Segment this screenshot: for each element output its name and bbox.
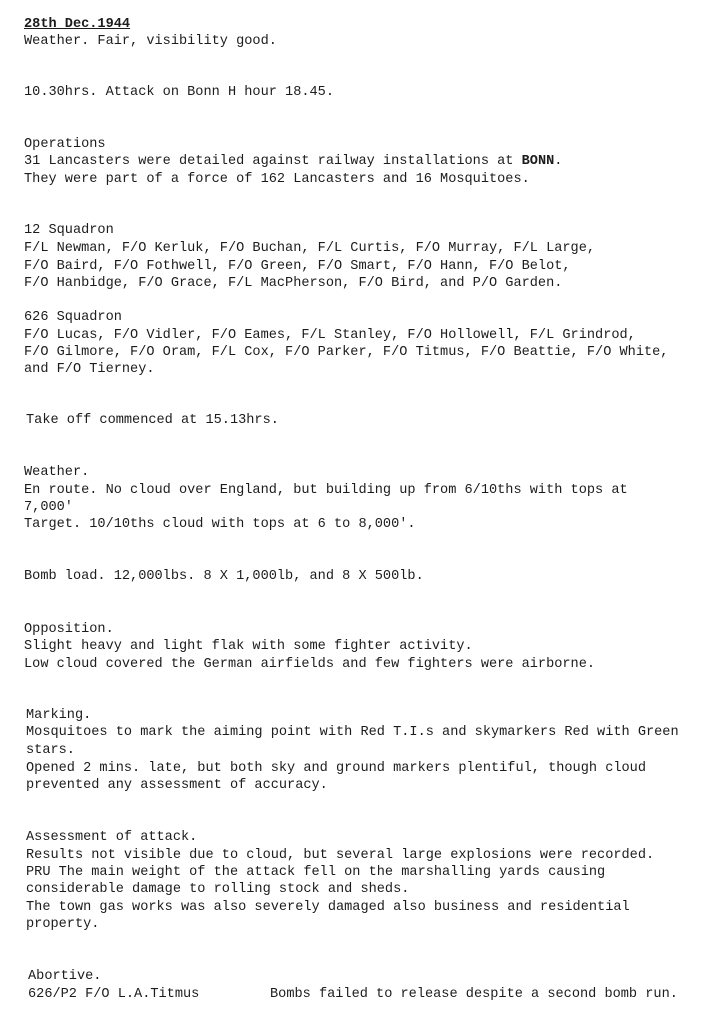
squadron-12-heading: 12 Squadron: [24, 223, 114, 238]
opposition-line: Low cloud covered the German airfields and few fighters were airborne.: [24, 657, 596, 672]
squadron-626-crew-line: F/O Gilmore, F/O Oram, F/L Cox, F/O Parker, F/O Titmus, F/O Beattie, F/O White,: [24, 345, 669, 360]
weather-summary: Weather. Fair, visibility good.: [24, 34, 277, 49]
assessment-heading: Assessment of attack.: [26, 830, 198, 845]
operations-heading: Operations: [24, 137, 106, 152]
bomb-load: Bomb load. 12,000lbs. 8 X 1,000lb, and 8 X 500lb.: [24, 569, 424, 584]
abortive-reason: Bombs failed to release despite a second bomb run.: [270, 987, 678, 1002]
assessment-line: PRU The main weight of the attack fell on the marshalling yards causing: [26, 865, 606, 880]
squadron-12-crew-line: F/O Hanbidge, F/O Grace, F/L MacPherson, F/O Bird, and P/O Garden.: [24, 276, 563, 291]
operations-line-2: They were part of a force of 162 Lancasters and 16 Mosquitoes.: [24, 172, 530, 187]
operations-line-1-suffix: .: [554, 154, 563, 169]
squadron-12-crew-line: F/O Baird, F/O Fothwell, F/O Green, F/O Smart, F/O Hann, F/O Belot,: [24, 259, 571, 274]
weather-line: 7,000': [24, 500, 73, 515]
squadron-626-crew-line: F/O Lucas, F/O Vidler, F/O Eames, F/L Stanley, F/O Hollowell, F/L Grindrod,: [24, 328, 636, 343]
weather-line: Target. 10/10ths cloud with tops at 6 to 8,000'.: [24, 517, 416, 532]
squadron-626-heading: 626 Squadron: [24, 310, 122, 325]
takeoff-time: Take off commenced at 15.13hrs.: [26, 413, 279, 428]
marking-heading: Marking.: [26, 708, 92, 723]
opposition-heading: Opposition.: [24, 622, 114, 637]
marking-line: Mosquitoes to mark the aiming point with Red T.I.s and skymarkers Red with Green: [26, 725, 679, 740]
weather-line: En route. No cloud over England, but building up from 6/10ths with tops at: [24, 483, 628, 498]
abortive-heading: Abortive.: [28, 969, 102, 984]
entry-date: 28th Dec.1944: [24, 17, 131, 32]
squadron-626-crew-line: and F/O Tierney.: [24, 362, 155, 377]
squadron-12-crew-line: F/L Newman, F/O Kerluk, F/O Buchan, F/L Curtis, F/O Murray, F/L Large,: [24, 241, 596, 256]
abortive-aircraft-crew: 626/P2 F/O L.A.Titmus: [28, 987, 200, 1002]
weather-heading: Weather.: [24, 465, 90, 480]
marking-line: Opened 2 mins. late, but both sky and ground markers plentiful, though cloud: [26, 761, 646, 776]
operations-target: BONN: [521, 154, 555, 169]
marking-line: prevented any assessment of accuracy.: [26, 778, 328, 793]
attack-time: 10.30hrs. Attack on Bonn H hour 18.45.: [24, 85, 334, 100]
operations-line-1-prefix: 31 Lancasters were detailed against railway installations at: [24, 154, 522, 169]
operations-line-1: [24, 153, 562, 170]
assessment-line: Results not visible due to cloud, but several large explosions were recorded.: [26, 848, 655, 863]
assessment-line: The town gas works was also severely damaged also business and residential: [26, 900, 630, 915]
opposition-line: Slight heavy and light flak with some fighter activity.: [24, 639, 473, 654]
marking-line: stars.: [26, 743, 75, 758]
assessment-line: considerable damage to rolling stock and sheds.: [26, 882, 410, 897]
assessment-line: property.: [26, 917, 100, 932]
